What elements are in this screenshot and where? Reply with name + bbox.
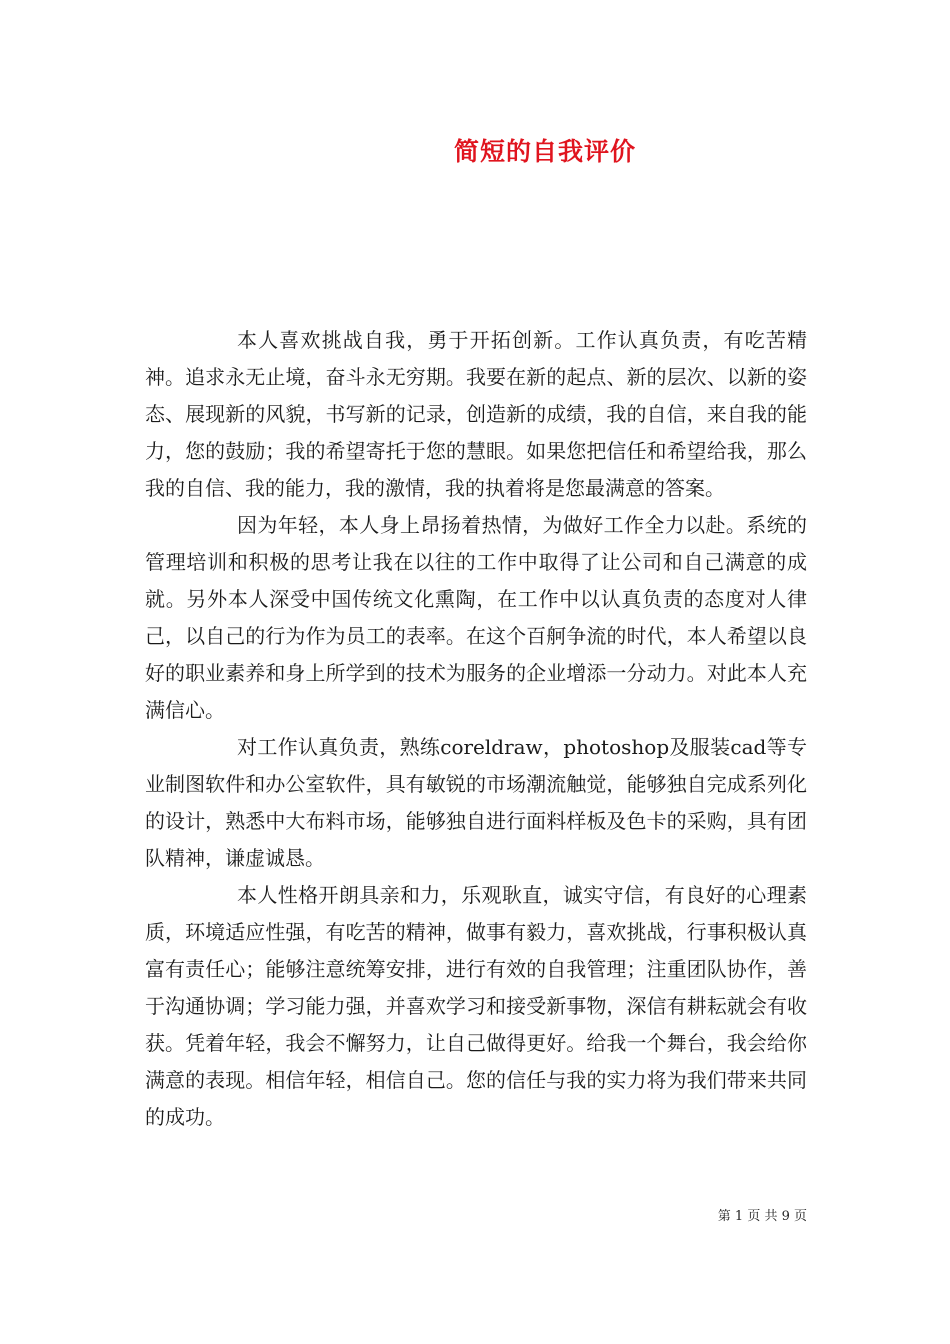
paragraph: 因为年轻，本人身上昂扬着热情，为做好工作全力以赴。系统的管理培训和积极的思考让我在以往的工作中取得了让公司和自己满意的成就。另外本人深受中国传统文化熏陶，在工作中以认真负责的态度对人律己，以自己的行为作为员工的表率。在这个百舸争流的时代，本人希望以良好的职业素养和身上所学到的技术为服务的企业增添一分动力。对此本人充满信心。 <box>145 513 807 722</box>
document-title: 简短的自我评价 <box>453 137 636 166</box>
paragraph: 本人喜欢挑战自我，勇于开拓创新。工作认真负责，有吃苦精神。追求永无止境，奋斗永无穷期。我要在新的起点、新的层次、以新的姿态、展现新的风貌，书写新的记录，创造新的成绩，我的自信，来自我的能力，您的鼓励；我的希望寄托于您的慧眼。如果您把信任和希望给我，那么我的自信、我的能力，我的激情，我的执着将是您最满意的答案。 <box>145 328 807 500</box>
paragraph: 本人性格开朗具亲和力，乐观耿直，诚实守信，有良好的心理素质，环境适应性强，有吃苦的精神，做事有毅力，喜欢挑战，行事积极认真富有责任心；能够注意统筹安排，进行有效的自我管理；注重团队协作，善于沟通协调；学习能力强，并喜欢学习和接受新事物，深信有耕耘就会有收获。凭着年轻，我会不懈努力，让自己做得更好。给我一个舞台，我会给你满意的表现。相信年轻，相信自己。您的信任与我的实力将为我们带来共同的成功。 <box>145 883 807 1129</box>
document-body <box>145 322 807 1136</box>
paragraph: 对工作认真负责，熟练coreldraw，photoshop及服装cad等专业制图软件和办公室软件，具有敏锐的市场潮流触觉，能够独自完成系列化的设计，熟悉中大布料市场，能够独自进行面料样板及色卡的采购，具有团队精神，谦虚诚恳。 <box>145 735 807 870</box>
page-number-footer: 第 1 页 共 9 页 <box>717 1209 807 1224</box>
